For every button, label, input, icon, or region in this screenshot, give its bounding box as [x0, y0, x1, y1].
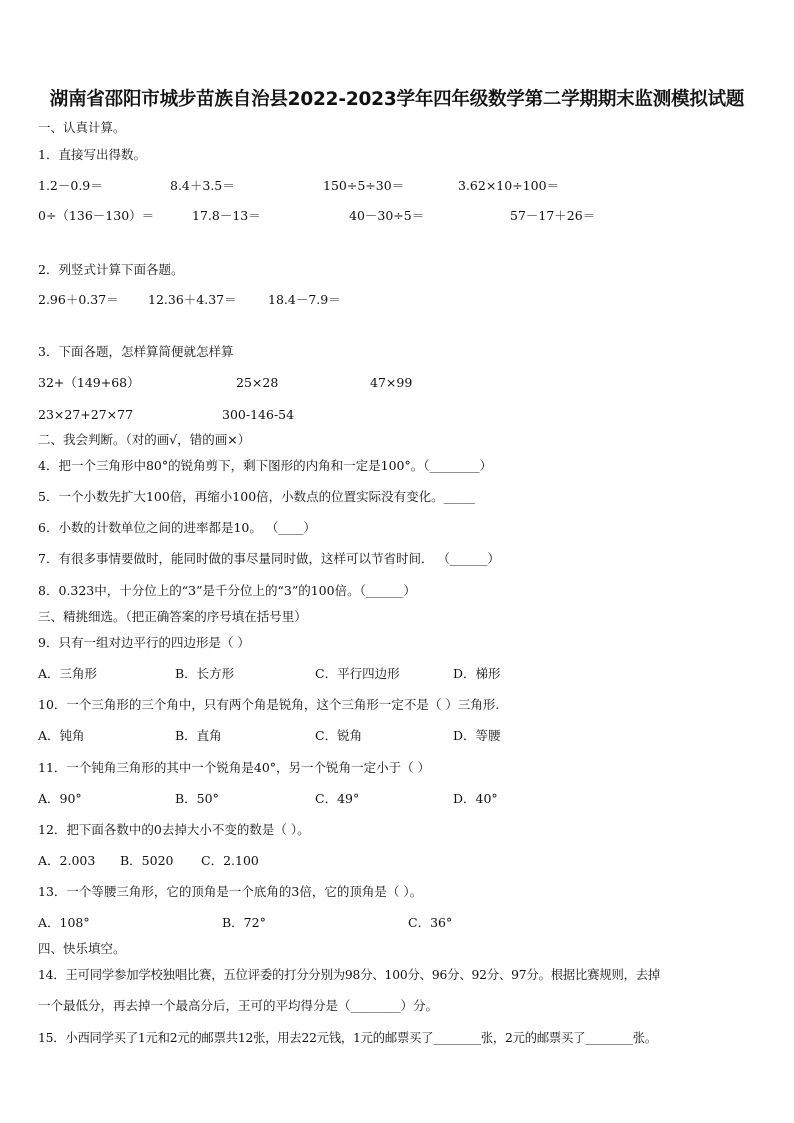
calc-item: 47×99	[370, 375, 413, 390]
question-13: 13．一个等腰三角形，它的顶角是一个底角的3倍，它的顶角是（ ）。	[38, 884, 423, 899]
question-15: 15．小西同学买了1元和2元的邮票共12张，用去22元钱，1元的邮票买了________张，2元的邮票买了________张。	[38, 1031, 657, 1045]
section-3-heading: 三、精挑细选。（把正确答案的序号填在括号里）	[38, 609, 307, 624]
option: A．三角形	[38, 666, 98, 681]
question-2: 2．列竖式计算下面各题。	[38, 262, 184, 277]
option: C．平行四边形	[315, 666, 400, 681]
option: B．5020	[120, 853, 174, 868]
option: A．钝角	[38, 728, 85, 743]
question-14-line-2: 一个最低分，再去掉一个最高分后，王可的平均得分是（________）分。	[38, 998, 439, 1013]
option: D．等腰	[453, 728, 501, 743]
calc-item: 32+（149+68）	[38, 375, 140, 390]
calc-item: 12.36＋4.37＝	[148, 292, 237, 307]
calc-item: 300-146-54	[222, 407, 295, 422]
option: D．40°	[453, 791, 498, 806]
option: A．108°	[38, 915, 90, 930]
calc-item: 40－30÷5＝	[349, 208, 425, 223]
option: B．长方形	[175, 666, 235, 681]
section-1-heading: 一、认真计算。	[38, 120, 126, 135]
option: B．72°	[222, 915, 266, 930]
option: C．2.100	[201, 853, 259, 868]
calc-item: 0÷（136－130）＝	[38, 208, 155, 223]
page-title: 湖南省邵阳市城步苗族自治县2022-2023学年四年级数学第二学期期末监测模拟试题	[49, 89, 745, 110]
option: D．梯形	[453, 666, 501, 681]
question-8: 8．0.323中，十分位上的“3”是千分位上的“3”的100倍。（______）	[38, 583, 416, 598]
question-12: 12．把下面各数中的0去掉大小不变的数是（ ）。	[38, 822, 310, 837]
question-14-line-1: 14．王可同学参加学校独唱比赛，五位评委的打分分别为98分、100分、96分、92分、97分。根据比赛规则，去掉	[38, 968, 661, 982]
option: C．49°	[315, 791, 360, 806]
question-11: 11．一个钝角三角形的其中一个锐角是40°，另一个锐角一定小于（ ）	[38, 760, 431, 775]
calc-item: 3.62×10÷100＝	[458, 178, 560, 193]
question-3: 3．下面各题，怎样算简便就怎样算	[38, 344, 234, 359]
calc-item: 25×28	[236, 375, 279, 390]
calc-item: 57－17＋26＝	[510, 208, 596, 223]
question-9: 9．只有一组对边平行的四边形是（ ）	[38, 635, 250, 650]
question-7: 7．有很多事情要做时，能同时做的事尽量同时做，这样可以节省时间． （______）	[38, 551, 500, 566]
calc-item: 2.96＋0.37＝	[38, 292, 119, 307]
question-6: 6．小数的计数单位之间的进率都是10。 （____）	[38, 520, 316, 535]
question-1: 1．直接写出得数。	[38, 147, 146, 162]
calc-item: 17.8－13＝	[192, 208, 261, 223]
option: B．直角	[175, 728, 222, 743]
option: B．50°	[175, 791, 219, 806]
calc-item: 23×27+27×77	[38, 407, 134, 422]
question-5: 5．一个小数先扩大100倍，再缩小100倍，小数点的位置实际没有变化。_____	[38, 489, 475, 504]
option: A．2.003	[38, 853, 96, 868]
calc-item: 18.4－7.9＝	[268, 292, 341, 307]
section-4-heading: 四、快乐填空。	[38, 941, 126, 956]
calc-item: 8.4＋3.5＝	[170, 178, 235, 193]
option: C．锐角	[315, 728, 363, 743]
calc-item: 1.2－0.9＝	[38, 178, 103, 193]
calc-item: 150÷5÷30＝	[323, 178, 405, 193]
section-2-heading: 二、我会判断。（对的画√，错的画×）	[38, 432, 251, 447]
option: A．90°	[38, 791, 82, 806]
question-10: 10．一个三角形的三个角中，只有两个角是锐角，这个三角形一定不是（ ）三角形.	[38, 697, 500, 712]
option: C．36°	[408, 915, 453, 930]
question-4: 4．把一个三角形中80°的锐角剪下，剩下图形的内角和一定是100°。（________）	[38, 458, 492, 473]
